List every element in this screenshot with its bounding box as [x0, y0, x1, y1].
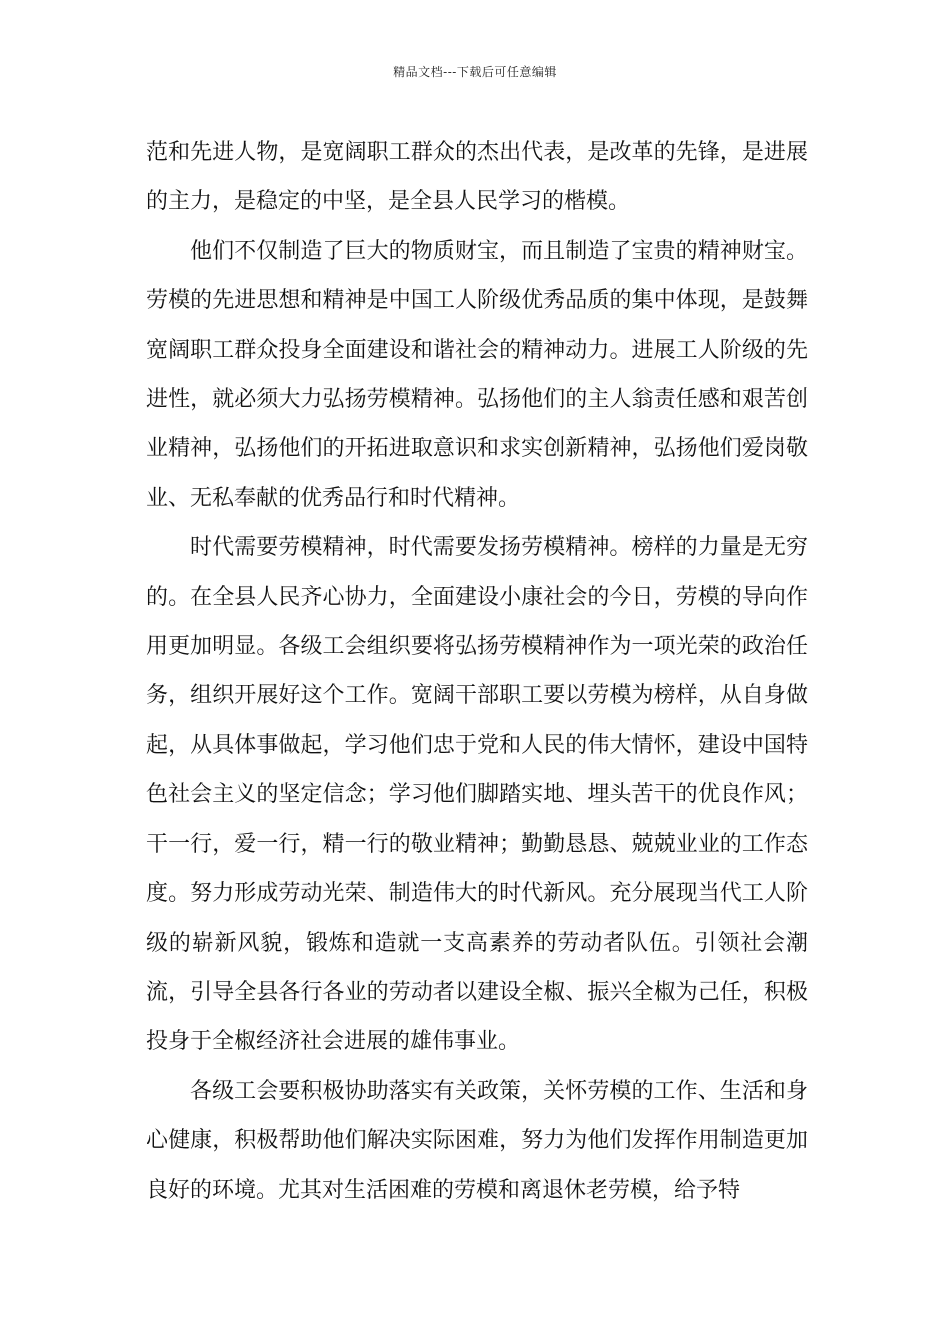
paragraph: 时代需要劳模精神，时代需要发扬劳模精神。榜样的力量是无穷的。在全县人民齐心协力，全面建设小康社会的今日，劳模的导向作用更加明显。各级工会组织要将弘扬劳模精神作为一项光荣的政治任务，组织开展好这个工作。宽阔干部职工要以劳模为榜样，从自身做起，从具体事做起，学习他们忠于党和人民的伟大情怀，建设中国特色社会主义的坚定信念；学习他们脚踏实地、埋头苦干的优良作风；干一行，爱一行，精一行的敬业精神；勤勤恳恳、兢兢业业的工作态度。努力形成劳动光荣、制造伟大的时代新风。充分展现当代工人阶级的崭新风貌，锻炼和造就一支高素养的劳动者队伍。引领社会潮流，引导全县各行各业的劳动者以建设全椒、振兴全椒为己任，积极投身于全椒经济社会进展的雄伟事业。: [146, 535, 808, 1055]
paragraph-continued: 范和先进人物，是宽阔职工群众的杰出代表，是改革的先锋，是进展的主力，是稳定的中坚，是全县人民学习的楷模。: [146, 140, 808, 215]
page-header: 精品文档---下载后可任意编辑: [393, 65, 557, 79]
paragraph: 他们不仅制造了巨大的物质财宝，而且制造了宝贵的精神财宝。劳模的先进思想和精神是中国工人阶级优秀品质的集中体现，是鼓舞宽阔职工群众投身全面建设和谐社会的精神动力。进展工人阶级的先进性，就必须大力弘扬劳模精神。弘扬他们的主人翁责任感和艰苦创业精神，弘扬他们的开拓进取意识和求实创新精神，弘扬他们爱岗敬业、无私奉献的优秀品行和时代精神。: [146, 238, 808, 511]
paragraph: 各级工会要积极协助落实有关政策，关怀劳模的工作、生活和身心健康，积极帮助他们解决实际困难，努力为他们发挥作用制造更加良好的环境。尤其对生活困难的劳模和离退休老劳模，给予特: [146, 1078, 808, 1203]
document-body: [146, 128, 808, 1215]
